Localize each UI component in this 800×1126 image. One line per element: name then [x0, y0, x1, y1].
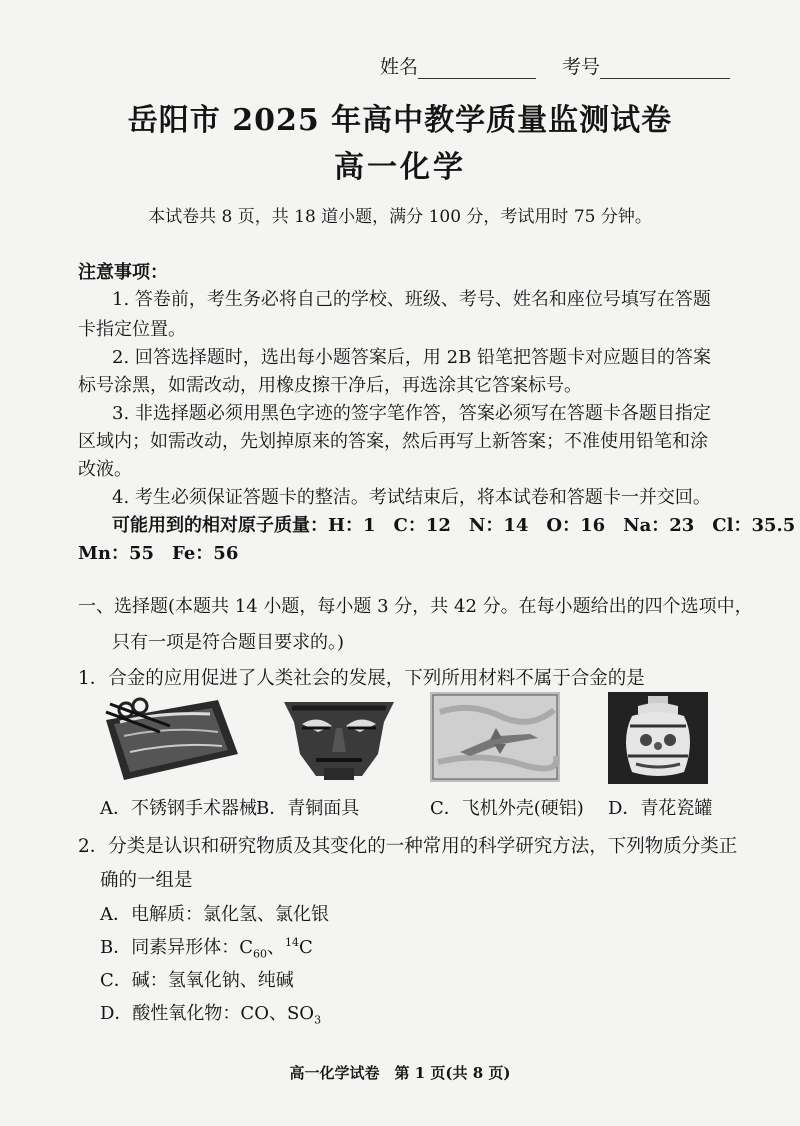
question-1-option-c[interactable]: C．飞机外壳(硬铝) — [430, 798, 584, 819]
question-2-stem-line1: 2．分类是认识和研究物质及其变化的一种常用的科学研究方法，下列物质分类正 — [78, 836, 738, 857]
question-1-option-d[interactable]: D．青花瓷罐 — [608, 798, 713, 819]
question-1-option-b[interactable]: B．青铜面具 — [256, 798, 360, 819]
notice-item-1-line1: 1. 答卷前，考生务必将自己的学校、班级、考号、姓名和座位号填写在答题 — [112, 289, 711, 310]
name-id-line — [380, 52, 756, 79]
exam-info: 本试卷共 8 页，共 18 道小题，满分 100 分，考试用时 75 分钟。 — [148, 207, 652, 227]
notice-item-1-line2: 卡指定位置。 — [78, 319, 186, 340]
id-blank[interactable] — [600, 60, 730, 79]
section1-line2: 只有一项是符合题目要求的。) — [112, 632, 345, 653]
bronze-mask-image — [278, 692, 400, 784]
id-label: 考号 — [562, 56, 601, 78]
name-blank[interactable] — [418, 60, 536, 79]
question-2-stem-line2: 确的一组是 — [100, 870, 193, 891]
aircraft-shell-image — [430, 692, 560, 782]
subject-title: 高一化学 — [334, 150, 466, 185]
notice-item-3-line1: 3. 非选择题必须用黑色字迹的签字笔作答，答案必须写在答题卡各题目指定 — [112, 403, 711, 424]
atomic-mass-line1: 可能用到的相对原子质量：H：1 C：12 N：14 O：16 Na：23 Cl：35.5 — [112, 515, 796, 536]
notice-item-4-line1: 4. 考生必须保证答题卡的整洁。考试结束后，将本试卷和答题卡一并交回。 — [112, 487, 711, 508]
question-2-option-c[interactable]: C．碱：氢氧化钠、纯碱 — [100, 970, 294, 991]
section1-line1: 一、选择题(本题共 14 小题，每小题 3 分，共 42 分。在每小题给出的四个选项中， — [78, 596, 753, 617]
porcelain-jar-image — [608, 692, 708, 784]
name-label: 姓名 — [380, 56, 419, 78]
steel-surgical-instruments-image — [100, 692, 242, 784]
question-1-option-a[interactable]: A．不锈钢手术器械 — [100, 798, 257, 819]
question-2-option-b[interactable]: B．同素异形体：$C_{60}$、$^{14}$C — [100, 936, 313, 961]
page-footer: 高一化学试卷 第 1 页(共 8 页) — [289, 1064, 511, 1082]
question-2-option-a[interactable]: A．电解质：氯化氢、氯化银 — [100, 904, 329, 925]
question-2-option-d[interactable]: D．酸性氧化物：CO、$SO_3$ — [100, 1003, 322, 1027]
atomic-mass-line2: Mn：55 Fe：56 — [78, 543, 239, 564]
notice-item-3-line3: 改液。 — [78, 459, 132, 480]
notice-item-3-line2: 区域内；如需改动，先划掉原来的答案，然后再写上新答案；不准使用铅笔和涂 — [78, 431, 708, 452]
notice-item-2-line1: 2. 回答选择题时，选出每小题答案后，用 2B 铅笔把答题卡对应题目的答案 — [112, 347, 712, 368]
exam-title: 岳阳市 2025 年高中教学质量监测试卷 — [127, 103, 673, 138]
notice-heading: 注意事项： — [78, 262, 168, 283]
notice-item-2-line2: 标号涂黑，如需改动，用橡皮擦干净后，再选涂其它答案标号。 — [78, 375, 582, 396]
question-1-stem: 1．合金的应用促进了人类社会的发展，下列所用材料不属于合金的是 — [78, 668, 645, 689]
